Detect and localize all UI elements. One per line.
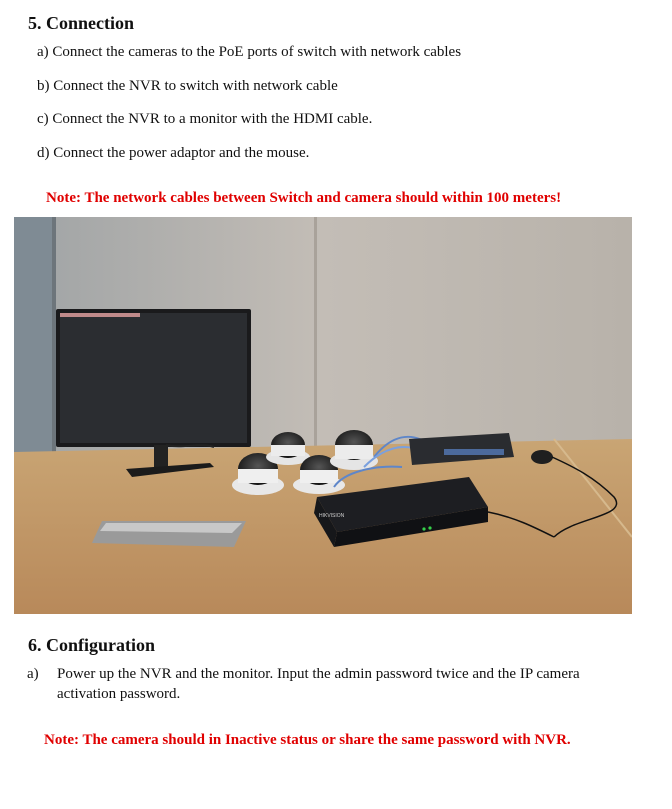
section-5-heading: 5. Connection <box>28 13 135 33</box>
setup-photo-drawing <box>14 217 632 614</box>
config-step-a-line2: activation password. <box>57 686 181 702</box>
setup-photo <box>14 217 632 614</box>
mouse <box>531 450 553 464</box>
section-5-note: Note: The network cables between Switch and camera should within 100 meters! <box>46 190 562 206</box>
section-6-note: Note: The camera should in Inactive status or share the same password with NVR. <box>44 732 571 748</box>
step-a: a) Connect the cameras to the PoE ports of switch with network cables <box>37 44 462 60</box>
step-d: d) Connect the power adaptor and the mouse. <box>37 145 310 161</box>
config-step-a-marker: a) <box>27 666 39 682</box>
step-b: b) Connect the NVR to switch with network cable <box>37 78 338 94</box>
table-grommet <box>92 521 246 547</box>
nvr-brand-label: HIKVISION <box>319 513 345 519</box>
config-step-a-line1: Power up the NVR and the monitor. Input the admin password twice and the IP camera <box>57 666 580 682</box>
step-c: c) Connect the NVR to a monitor with the HDMI cable. <box>37 111 373 127</box>
section-6-heading: 6. Configuration <box>28 635 156 655</box>
